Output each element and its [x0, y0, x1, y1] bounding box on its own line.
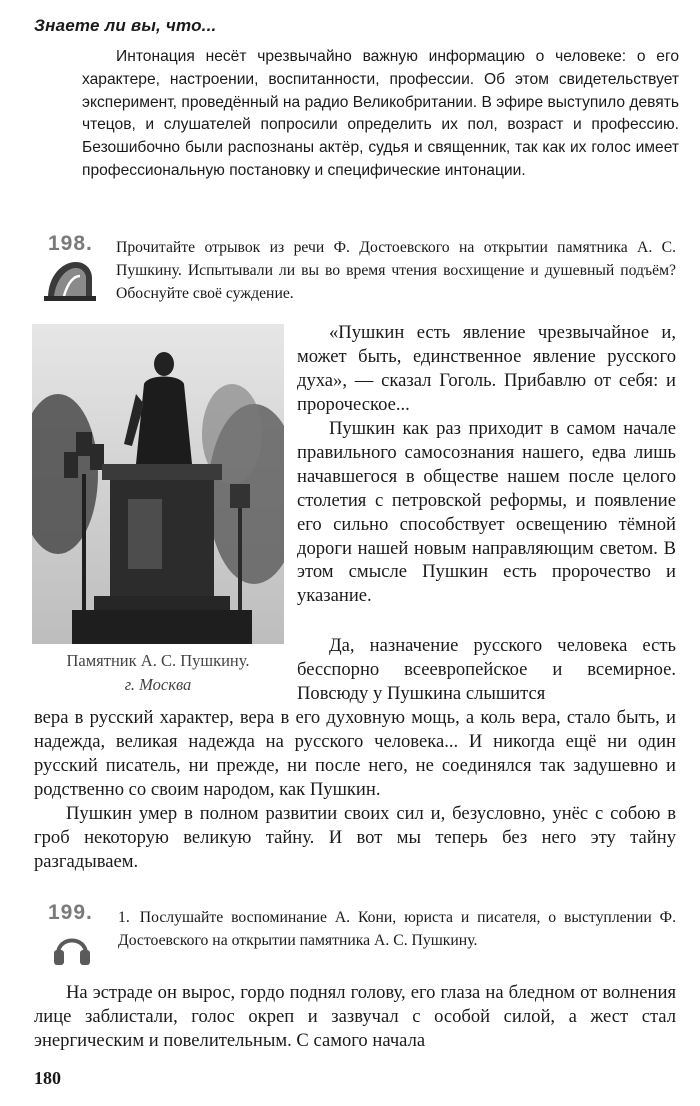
quill-writing-icon: [42, 256, 98, 302]
memoir-paragraph: На эстраде он вырос, гордо поднял голову, его глаза на бледном от волнения лице заблистали, голос окреп и зазвучал с особой силой, а жест стал энергическим и повелительным. С самого начала: [34, 982, 676, 1051]
fact-text: Интонация несёт чрезвычайно важную информацию о человеке: о его характере, настроении, воспитанности, профессии. Об этом свидетельствует эксперимент, проведённый на радио Великобритании. В эфире выступило девять чтецов, и слушателей попросили определить их пол, возраст и профессию. Безошибочно были распознаны актёр, судья и священник, так как их голос имеет профессиональную постановку и специфические интонации.: [82, 48, 679, 179]
exercise-199-task-text: Послушайте воспоминание А. Кони, юриста и писателя, о выступлении Ф. Достоевского на открытии памятника А. С. Пушкину.: [118, 909, 676, 949]
headphones-icon: [52, 928, 92, 966]
page-number: 180: [34, 1068, 61, 1088]
speech-paragraph-1: «Пушкин есть явление чрезвычайное и, может быть, единственное явление русского духа», — сказал Гоголь. Прибавлю от себя: и пророческое...: [297, 322, 676, 415]
exercise-199-task: [118, 906, 676, 952]
exercise-199-number: 199.: [48, 901, 93, 924]
speech-paragraph-4: Пушкин умер в полном развитии своих сил и, безусловно, унёс с собою в гроб некоторую великую тайну. И вот мы теперь без него эту тайну разгадываем.: [34, 803, 676, 872]
speech-paragraph-3-narrow: Да, назначение русского человека есть бесспорно всеевропейское и всемирное. Повсюду у Пушкина слышится: [297, 635, 676, 704]
photo-caption-line2: г. Москва: [124, 675, 192, 694]
exercise-198-number: 198.: [48, 232, 93, 255]
exercise-199-item-number: 1.: [118, 909, 130, 926]
fact-title: Знаете ли вы, что...: [34, 16, 217, 35]
speech-paragraph-3-continued: вера в русский характер, вера в его духовную мощь, а коль вера, стало быть, и надежда, великая надежда на русского человека... И никогда ещё ни один русский писатель, ни прежде, ни после него, не соединялся так задушевно и родственно со своим народом, как Пушкин.: [34, 707, 676, 800]
exercise-198-task: Прочитайте отрывок из речи Ф. Достоевского на открытии памятника А. С. Пушкину. Испытывали ли вы во время чтения восхищение и душевный подъём? Обоснуйте своё суждение.: [116, 239, 676, 302]
speech-paragraph-2: Пушкин как раз приходит в самом начале правильного самосознания нашего, едва лишь начавшегося в обществе нашем после целого столетия с петровской реформы, и появление его сильно способствует освещению тёмной дороги нашей новым направляющим светом. В этом смысле Пушкин есть пророчество и указание.: [297, 418, 676, 607]
photo-caption-line1: Памятник А. С. Пушкину.: [66, 651, 250, 670]
pushkin-monument-photo: [32, 324, 284, 644]
